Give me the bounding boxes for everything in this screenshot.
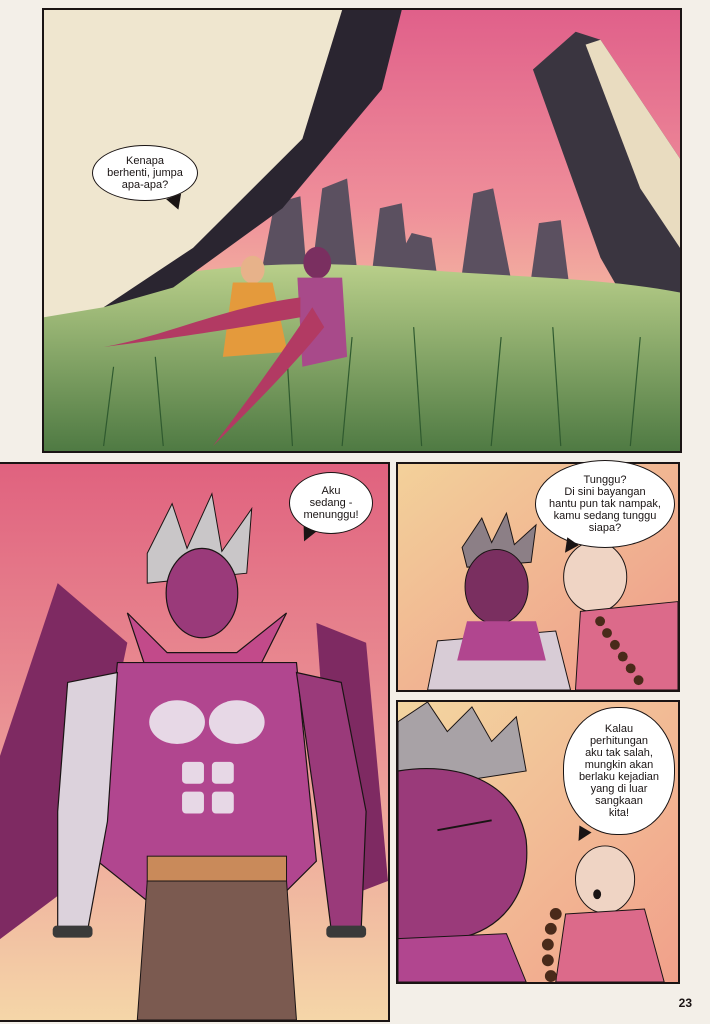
speech-bubble-panel-2 [289, 472, 373, 534]
bubble-line: hantu pun tak nampak, [549, 498, 661, 510]
bubble-line: perhitungan [589, 735, 649, 747]
page-number: 23 [678, 996, 692, 1010]
bubble-line: Kalau [604, 723, 634, 735]
bubble-line: Kenapa [126, 155, 164, 167]
panel-1 [42, 8, 682, 453]
bubble-line: sangkaan [595, 795, 643, 807]
demon-head [465, 549, 528, 624]
monk-head [575, 846, 634, 913]
bubble-line: aku tak salah, [585, 747, 653, 759]
demon-collar [398, 934, 526, 982]
bubble-line: menunggu! [303, 509, 359, 521]
monk-robe [575, 602, 678, 690]
left-bracelet [53, 926, 93, 938]
bubble-line: Aku [321, 485, 341, 497]
right-bracelet [326, 926, 366, 938]
bubble-line: apa-apa? [121, 179, 169, 191]
belt [147, 856, 286, 882]
bubble-line: sedang - [309, 497, 353, 509]
bubble-line: berlaku kejadian [578, 771, 660, 783]
bubble-line: kamu sedang tunggu [553, 510, 657, 522]
monk-robe [556, 909, 664, 982]
panel-2 [0, 462, 390, 1022]
bubble-line: berhenti, jumpa [107, 167, 183, 179]
speech-bubble-panel-1 [92, 145, 198, 201]
bubble-line: Tunggu? [583, 474, 627, 486]
speech-bubble-panel-3 [535, 460, 675, 548]
bubble-line: mungkin akan [584, 759, 654, 771]
pants [137, 881, 296, 1020]
bubble-line: Di sini bayangan [564, 486, 646, 498]
bubble-line: kita! [608, 807, 630, 819]
head [166, 548, 238, 637]
speech-bubble-panel-4 [563, 707, 675, 835]
panel-2-art [0, 464, 388, 1020]
panel-1-art [44, 10, 680, 451]
monk-mouth [593, 889, 601, 899]
bubble-line: siapa? [588, 522, 622, 534]
demon-collar [457, 621, 546, 660]
bubble-line: yang di luar [590, 783, 648, 795]
